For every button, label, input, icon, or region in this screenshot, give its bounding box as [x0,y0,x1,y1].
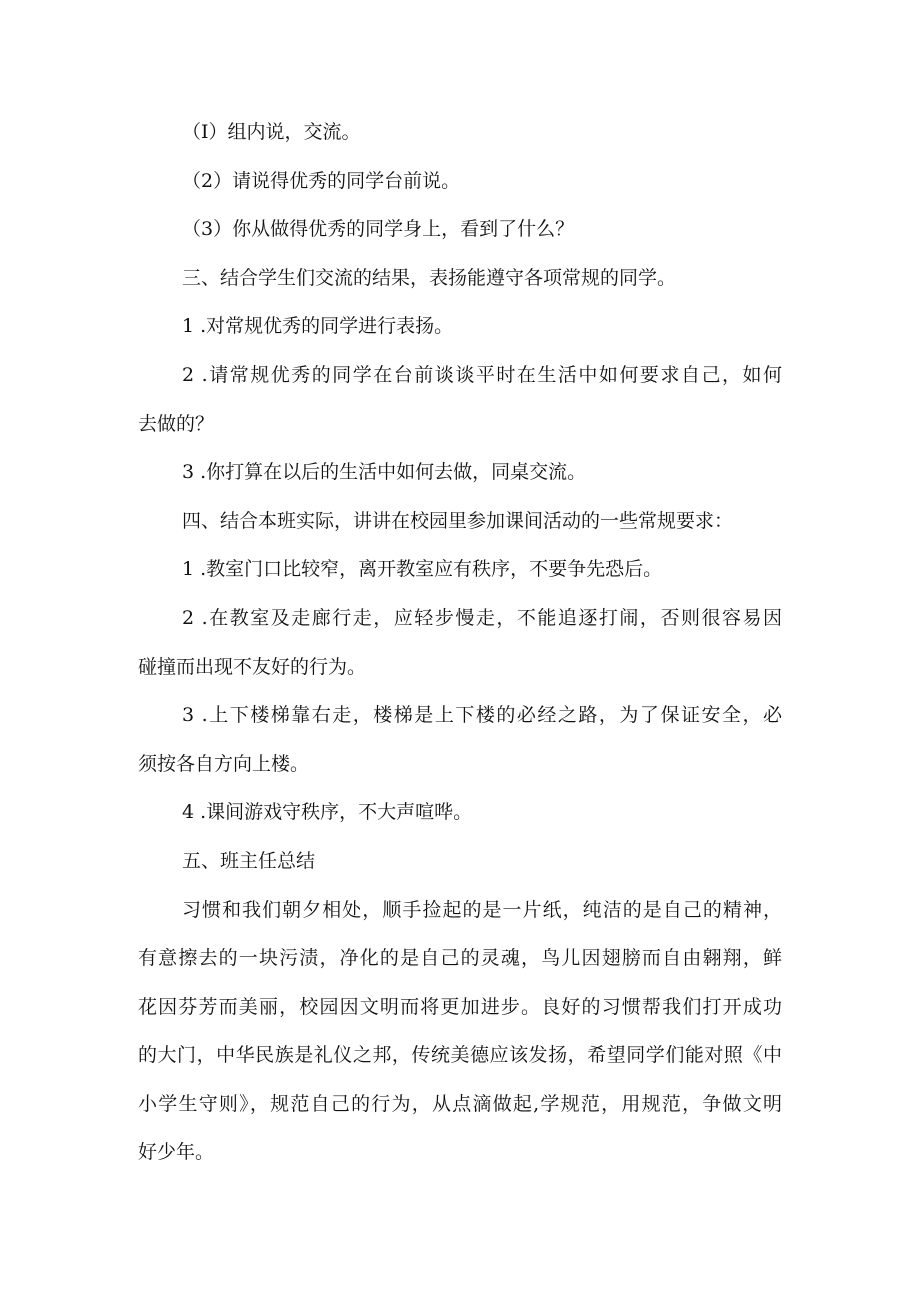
list-item [138,594,782,691]
text-line: 1 .对常规优秀的同学进行表扬。 [182,315,454,338]
text-line: 2 .在教室及走廊行走，应轻步慢走，不能追逐打闹，否则很容易因 [182,606,782,629]
section-heading-3 [138,254,782,303]
text-line: 小学生守则》，规范自己的行为，从点滴做起,学规范，用规范，争做文明 [138,1092,782,1115]
list-item [138,545,782,594]
text-line: 习惯和我们朝夕相处，顺手捡起的是一片纸，纯洁的是自己的精神， [182,898,782,921]
text-line: 须按各自方向上楼。 [138,752,310,775]
text-line: 碰撞而出现不友好的行为。 [138,655,367,678]
sub-item-2 [138,157,782,206]
text-line: 花因芬芳而美丽，校园因文明而将更加进步。良好的习惯帮我们打开成功 [138,995,782,1018]
text-line: 3 .上下楼梯靠右走，楼梯是上下楼的必经之路，为了保证安全，必 [182,704,782,727]
sub-item-3 [138,205,782,254]
list-item [138,691,782,788]
text-line: 好少年。 [138,1141,215,1164]
text-line: 3 .你打算在以后的生活中如何去做，同桌交流。 [182,461,587,484]
text-line: 1 .教室门口比较窄，离开教室应有秩序，不要争先恐后。 [182,558,663,581]
section-heading: 五、班主任总结 [182,849,316,872]
text-line: （I）组内说，交流。 [182,121,361,143]
text-line: （2）请说得优秀的同学台前说。 [182,169,461,192]
text-line: 2 .请常规优秀的同学在台前谈谈平时在生活中如何要求自己，如何 [182,363,782,386]
section-heading: 三、结合学生们交流的结果，表扬能遵守各项常规的同学。 [182,266,677,289]
summary-paragraph [138,886,782,1178]
text-line: 去做的？ [138,412,215,435]
section-heading-4 [138,497,782,546]
text-line: （3）你从做得优秀的同学身上，看到了什么？ [182,218,575,241]
list-item [138,448,782,497]
section-heading: 四、结合本班实际，讲讲在校园里参加课间活动的一些常规要求： [182,509,734,532]
list-item [138,302,782,351]
list-item [138,351,782,448]
document-body [138,108,782,1177]
list-item [138,788,782,837]
text-line: 的大门，中华民族是礼仪之邦，传统美德应该发扬，希望同学们能对照《中 [138,1044,782,1067]
text-line: 4 .课间游戏守秩序，不大声喧哗。 [182,801,473,824]
section-heading-5 [138,837,782,886]
text-line: 有意擦去的一块污渍，净化的是自己的灵魂，鸟儿因翅膀而自由翱翔，鲜 [138,947,782,970]
sub-item-1 [138,108,782,157]
